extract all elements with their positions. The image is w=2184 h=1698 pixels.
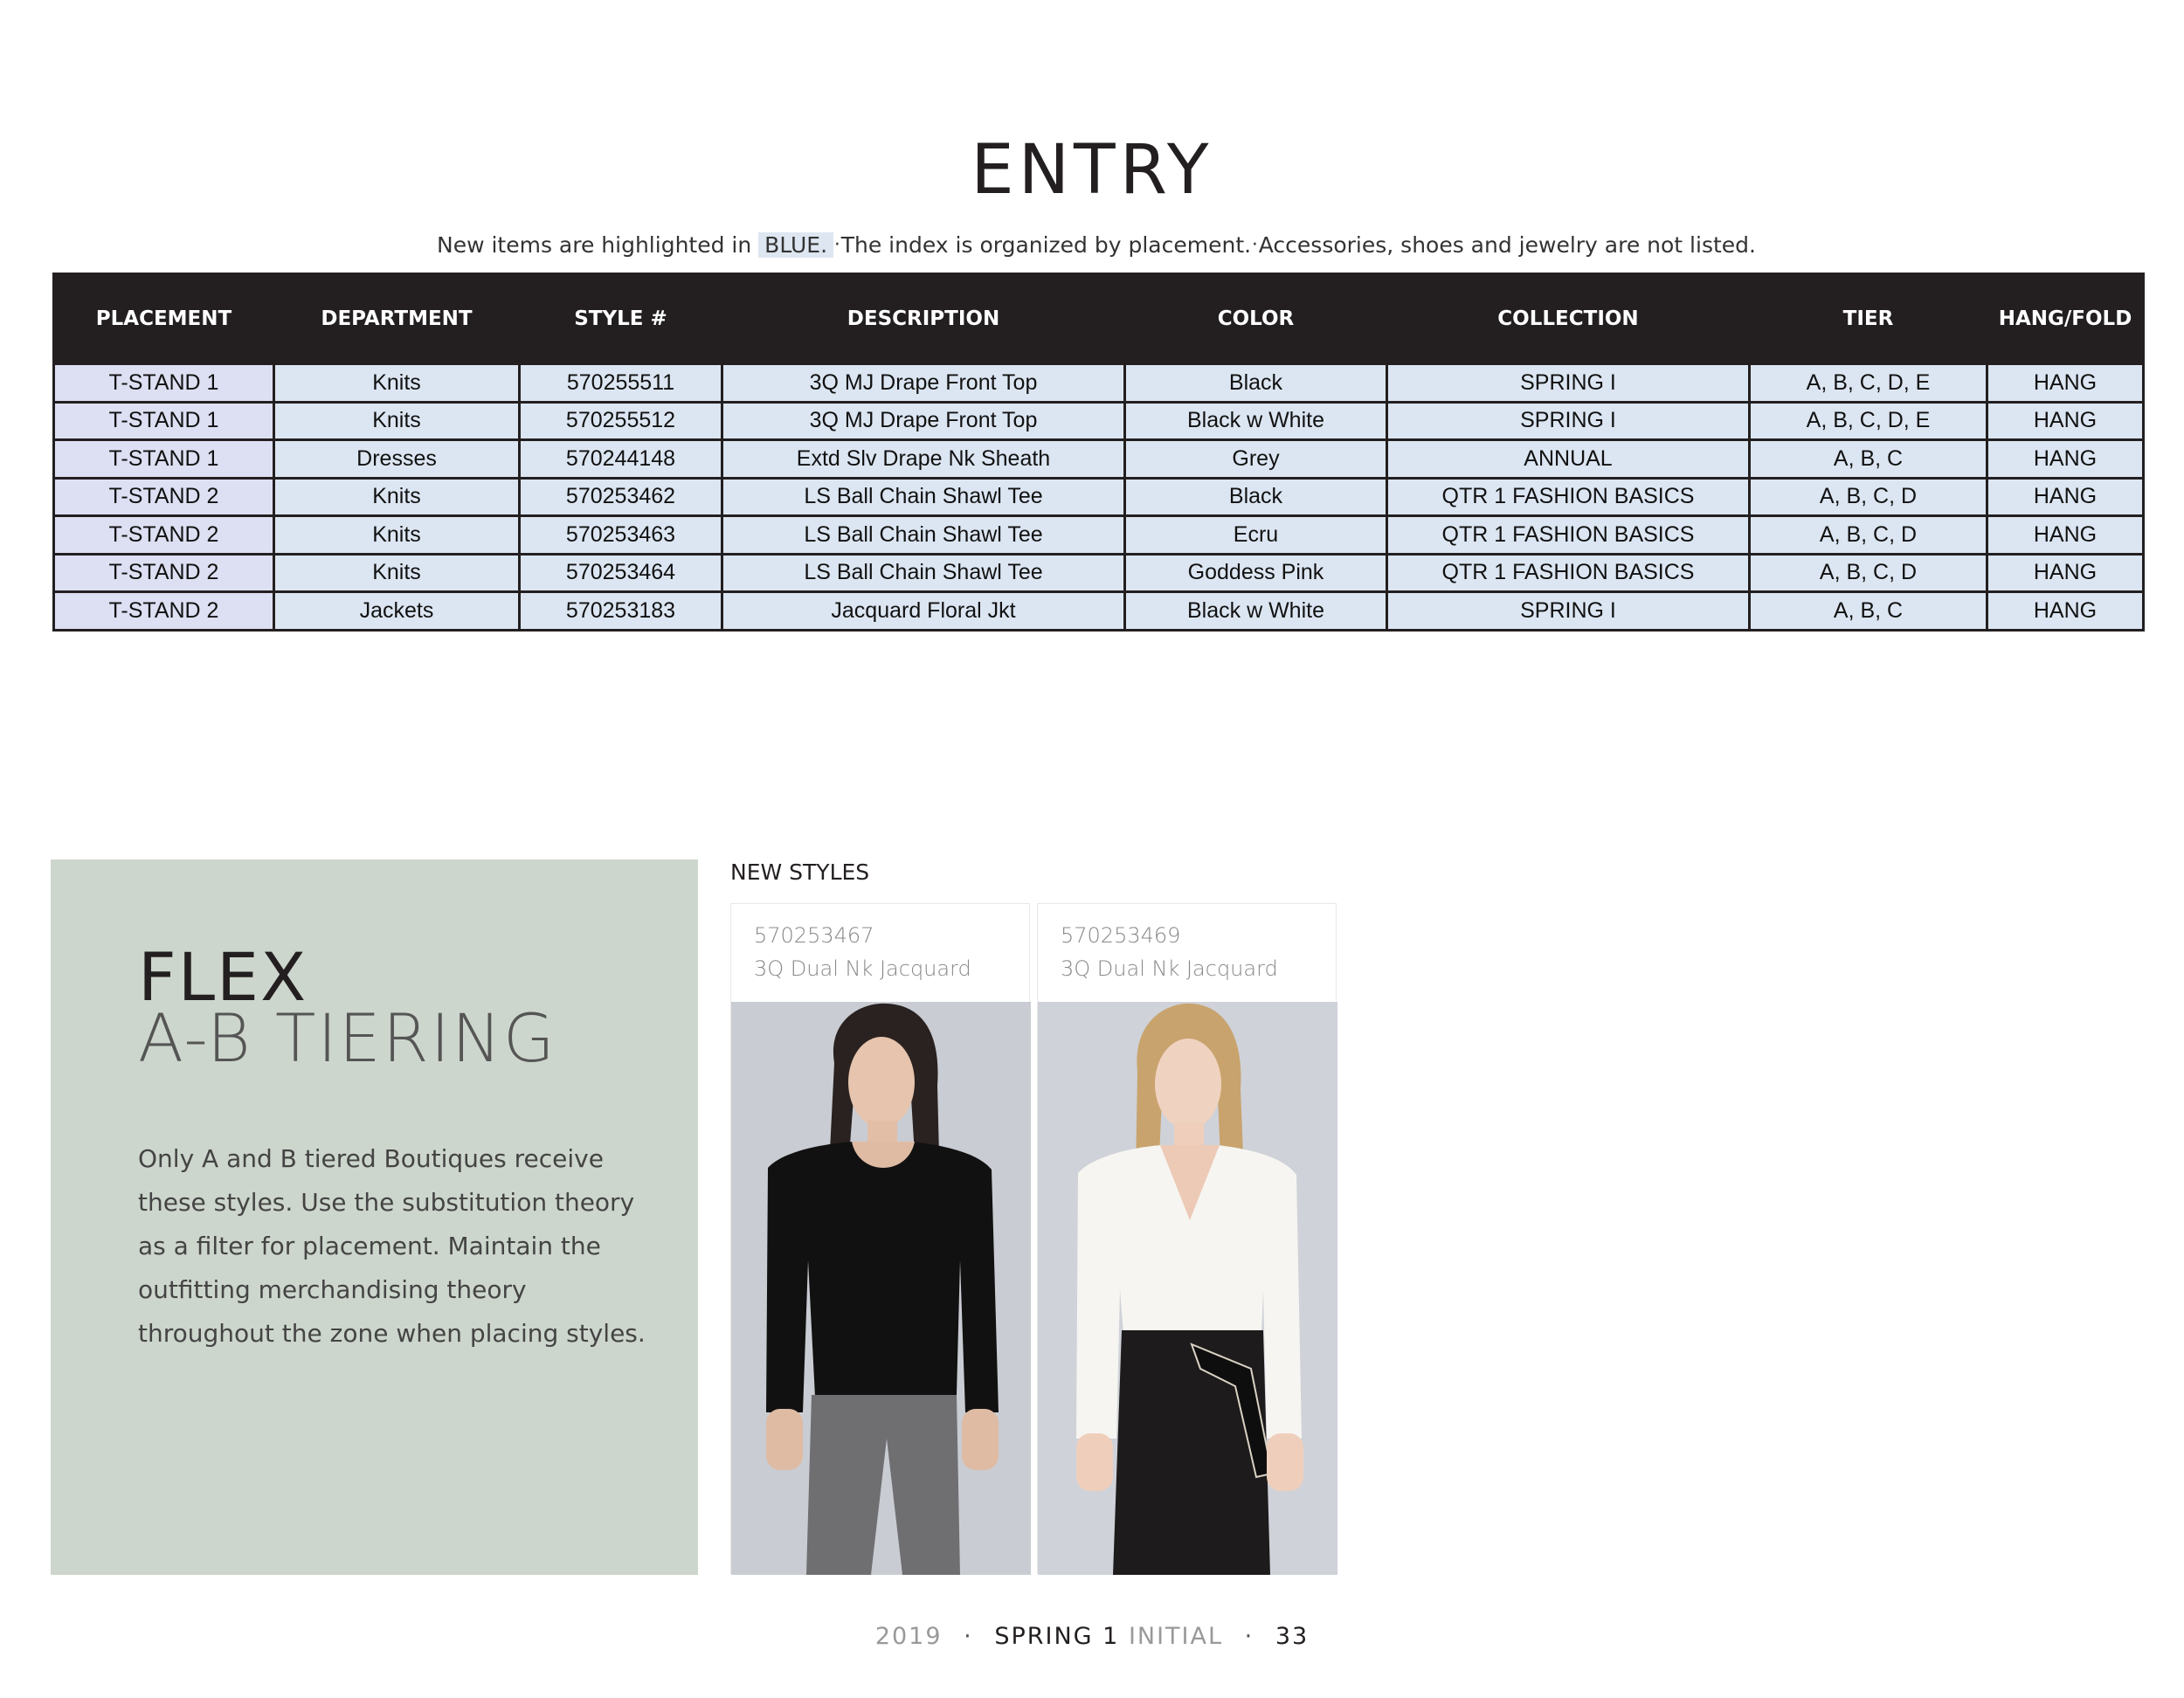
cell-tier: A, B, C [1750,592,1987,631]
cell-collection: SPRING I [1387,364,1750,403]
cell-color: Goddess Pink [1125,554,1387,592]
cell-department: Knits [274,478,520,516]
cell-department: Jackets [274,592,520,631]
cell-color: Black [1125,364,1387,403]
cell-color: Ecru [1125,516,1387,555]
column-header-color: COLOR [1125,274,1387,364]
cell-description: 3Q MJ Drape Front Top [722,364,1125,403]
page-title: ENTRY [971,131,1213,210]
flex-tiering-panel [51,859,698,1575]
cell-collection: SPRING I [1387,592,1750,631]
cell-style: 570253183 [520,592,722,631]
cell-color: Black w White [1125,592,1387,631]
cell-hang-fold: HANG [1987,364,2144,403]
cell-hang-fold: HANG [1987,440,2144,479]
column-header-style: STYLE # [520,274,722,364]
table-row [54,516,2144,555]
table-row [54,592,2144,631]
cell-color: Grey [1125,440,1387,479]
cell-placement: T-STAND 1 [54,440,274,479]
cell-description: Extd Slv Drape Nk Sheath [722,440,1125,479]
column-header-description: DESCRIPTION [722,274,1125,364]
cell-style: 570255511 [520,364,722,403]
cell-description: LS Ball Chain Shawl Tee [722,478,1125,516]
cell-tier: A, B, C, D [1750,516,1987,555]
table-row [54,440,2144,479]
flex-subtitle: A-B TIERING [138,999,556,1077]
cell-collection: SPRING I [1387,402,1750,440]
footer-season: SPRING 1 [994,1623,1120,1650]
footer-year: 2019 [874,1623,943,1650]
product-style-number: 570253469 [1061,923,1181,948]
product-description: 3Q Dual Nk Jacquard [1061,956,1278,981]
product-photo [1038,1002,1337,1575]
cell-tier: A, B, C, D [1750,554,1987,592]
page-number: 33 [1275,1623,1310,1650]
page-notes [437,227,1756,262]
cell-style: 570255512 [520,402,722,440]
product-card [730,903,1030,1574]
cell-department: Knits [274,554,520,592]
cell-department: Knits [274,402,520,440]
cell-placement: T-STAND 2 [54,478,274,516]
cell-hang-fold: HANG [1987,554,2144,592]
cell-collection: QTR 1 FASHION BASICS [1387,516,1750,555]
cell-tier: A, B, C [1750,440,1987,479]
cell-hang-fold: HANG [1987,402,2144,440]
product-style-number: 570253467 [754,923,874,948]
cell-placement: T-STAND 2 [54,516,274,555]
model-black-top-image [731,1002,1031,1575]
model-white-top-image [1038,1002,1337,1575]
column-header-placement: PLACEMENT [54,274,274,364]
placement-index-table [52,273,2145,632]
cell-department: Dresses [274,440,520,479]
column-header-department: DEPARTMENT [274,274,520,364]
table-header-row [54,274,2144,364]
note-blue-highlight: BLUE. [758,232,833,258]
cell-color: Black w White [1125,402,1387,440]
cell-description: LS Ball Chain Shawl Tee [722,516,1125,555]
cell-placement: T-STAND 2 [54,592,274,631]
column-header-tier: TIER [1750,274,1987,364]
cell-hang-fold: HANG [1987,592,2144,631]
note-accessories: Accessories, shoes and jewelry are not listed. [1258,231,1756,258]
cell-hang-fold: HANG [1987,516,2144,555]
cell-placement: T-STAND 1 [54,364,274,403]
new-styles-heading: NEW STYLES [730,859,870,885]
cell-hang-fold: HANG [1987,478,2144,516]
cell-placement: T-STAND 1 [54,402,274,440]
column-header-collection: COLLECTION [1387,274,1750,364]
cell-tier: A, B, C, D, E [1750,402,1987,440]
note-highlight-info [437,232,833,258]
footer-phase: INITIAL [1128,1623,1224,1650]
cell-description: 3Q MJ Drape Front Top [722,402,1125,440]
note-placement: The index is organized by placement. [840,231,1252,258]
cell-collection: QTR 1 FASHION BASICS [1387,478,1750,516]
note-prefix: New items are highlighted in [437,231,752,258]
cell-style: 570253463 [520,516,722,555]
cell-style: 570244148 [520,440,722,479]
note-separator: · [1251,233,1258,256]
cell-tier: A, B, C, D, E [1750,364,1987,403]
product-description: 3Q Dual Nk Jacquard [754,956,971,981]
table-row [54,554,2144,592]
flex-title: FLEX [138,938,308,1016]
page-footer [0,1623,2184,1650]
note-separator: · [833,233,840,256]
column-header-hang-fold: HANG/FOLD [1987,274,2144,364]
cell-department: Knits [274,516,520,555]
cell-collection: ANNUAL [1387,440,1750,479]
cell-color: Black [1125,478,1387,516]
cell-tier: A, B, C, D [1750,478,1987,516]
table-row [54,402,2144,440]
cell-style: 570253464 [520,554,722,592]
cell-department: Knits [274,364,520,403]
cell-collection: QTR 1 FASHION BASICS [1387,554,1750,592]
cell-style: 570253462 [520,478,722,516]
product-photo [731,1002,1031,1575]
cell-description: LS Ball Chain Shawl Tee [722,554,1125,592]
cell-placement: T-STAND 2 [54,554,274,592]
flex-description: Only A and B tiered Boutiques receive these styles. Use the substitution theory as a filter for placement. Maintain the outfitting merchandising theory throughout the zone when placing styles. [138,1144,646,1348]
table-row [54,478,2144,516]
cell-description: Jacquard Floral Jkt [722,592,1125,631]
product-card [1037,903,1337,1574]
footer-separator: · [1244,1623,1254,1650]
table-row [54,364,2144,403]
footer-separator: · [964,1623,973,1650]
